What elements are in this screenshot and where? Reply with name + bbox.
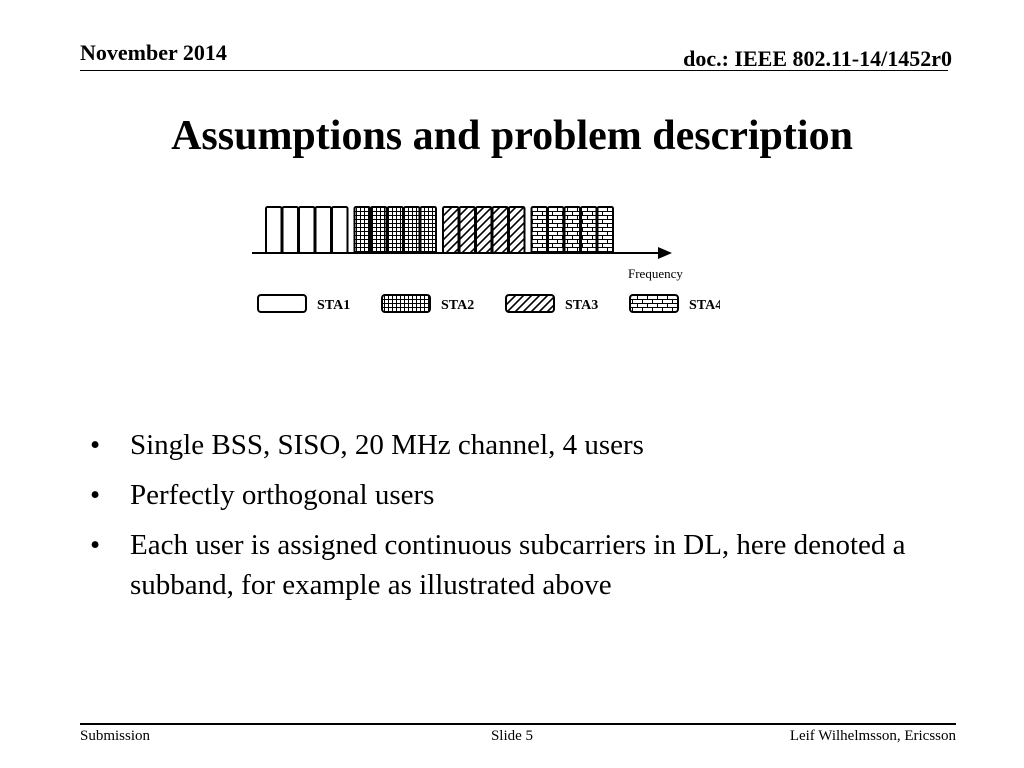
subcarrier-sta4-4 bbox=[581, 207, 597, 253]
header-date: November 2014 bbox=[80, 40, 227, 65]
subband-diagram bbox=[240, 195, 720, 330]
frequency-axis-arrow bbox=[658, 247, 672, 259]
legend-label-sta2: STA2 bbox=[441, 298, 475, 313]
frequency-axis-label: Frequency bbox=[628, 266, 683, 281]
subcarrier-sta1-2 bbox=[283, 207, 299, 253]
legend-swatch-sta1 bbox=[258, 295, 306, 312]
bullet-text: Single BSS, SISO, 20 MHz channel, 4 users bbox=[130, 429, 644, 461]
legend bbox=[258, 295, 720, 313]
subband-diagram-svg bbox=[240, 195, 720, 325]
footer-slide-number: Slide 5 bbox=[490, 728, 534, 744]
subcarrier-bars bbox=[266, 207, 613, 253]
legend-swatch-sta2 bbox=[382, 295, 430, 312]
bullet-item bbox=[88, 475, 938, 515]
subcarrier-sta2-3 bbox=[388, 207, 404, 253]
bullet-text: Each user is assigned continuous subcarriers in DL, here denoted a subband, for example as illustrated above bbox=[130, 529, 906, 601]
subcarrier-sta1-1 bbox=[266, 207, 282, 253]
subcarrier-sta3-3 bbox=[476, 207, 492, 253]
subcarrier-sta2-4 bbox=[404, 207, 420, 253]
legend-label-sta4: STA4 bbox=[689, 298, 720, 313]
subcarrier-sta3-2 bbox=[460, 207, 476, 253]
legend-label-sta3: STA3 bbox=[565, 298, 599, 313]
bullet-marker: • bbox=[90, 529, 101, 561]
footer-author: Leif Wilhelmsson, Ericsson bbox=[789, 728, 956, 744]
subcarrier-sta1-5 bbox=[332, 207, 348, 253]
subcarrier-sta2-2 bbox=[371, 207, 387, 253]
legend-label-sta1: STA1 bbox=[317, 298, 351, 313]
subcarrier-sta4-3 bbox=[565, 207, 581, 253]
bullet-text: Perfectly orthogonal users bbox=[130, 479, 435, 511]
subcarrier-sta3-5 bbox=[509, 207, 525, 253]
subcarrier-sta3-4 bbox=[493, 207, 509, 253]
legend-swatch-sta3 bbox=[506, 295, 554, 312]
bullet-list bbox=[88, 425, 938, 615]
subcarrier-sta3-1 bbox=[443, 207, 459, 253]
bullet-item bbox=[88, 425, 938, 465]
bullet-marker: • bbox=[90, 429, 101, 461]
footer-submission: Submission bbox=[80, 728, 151, 744]
legend-swatch-sta4 bbox=[630, 295, 678, 312]
bullet-marker: • bbox=[90, 479, 101, 511]
header-doc-id: doc.: IEEE 802.11-14/1452r0 bbox=[683, 46, 952, 71]
subcarrier-sta4-5 bbox=[598, 207, 614, 253]
subcarrier-sta1-3 bbox=[299, 207, 315, 253]
slide-title: Assumptions and problem description bbox=[171, 113, 853, 159]
subcarrier-sta4-2 bbox=[548, 207, 564, 253]
footer-divider bbox=[80, 723, 956, 725]
subcarrier-sta1-4 bbox=[316, 207, 332, 253]
bullet-item bbox=[88, 525, 938, 605]
subcarrier-sta2-1 bbox=[355, 207, 371, 253]
subcarrier-sta4-1 bbox=[532, 207, 548, 253]
subcarrier-sta2-5 bbox=[421, 207, 437, 253]
header-divider bbox=[80, 70, 948, 71]
